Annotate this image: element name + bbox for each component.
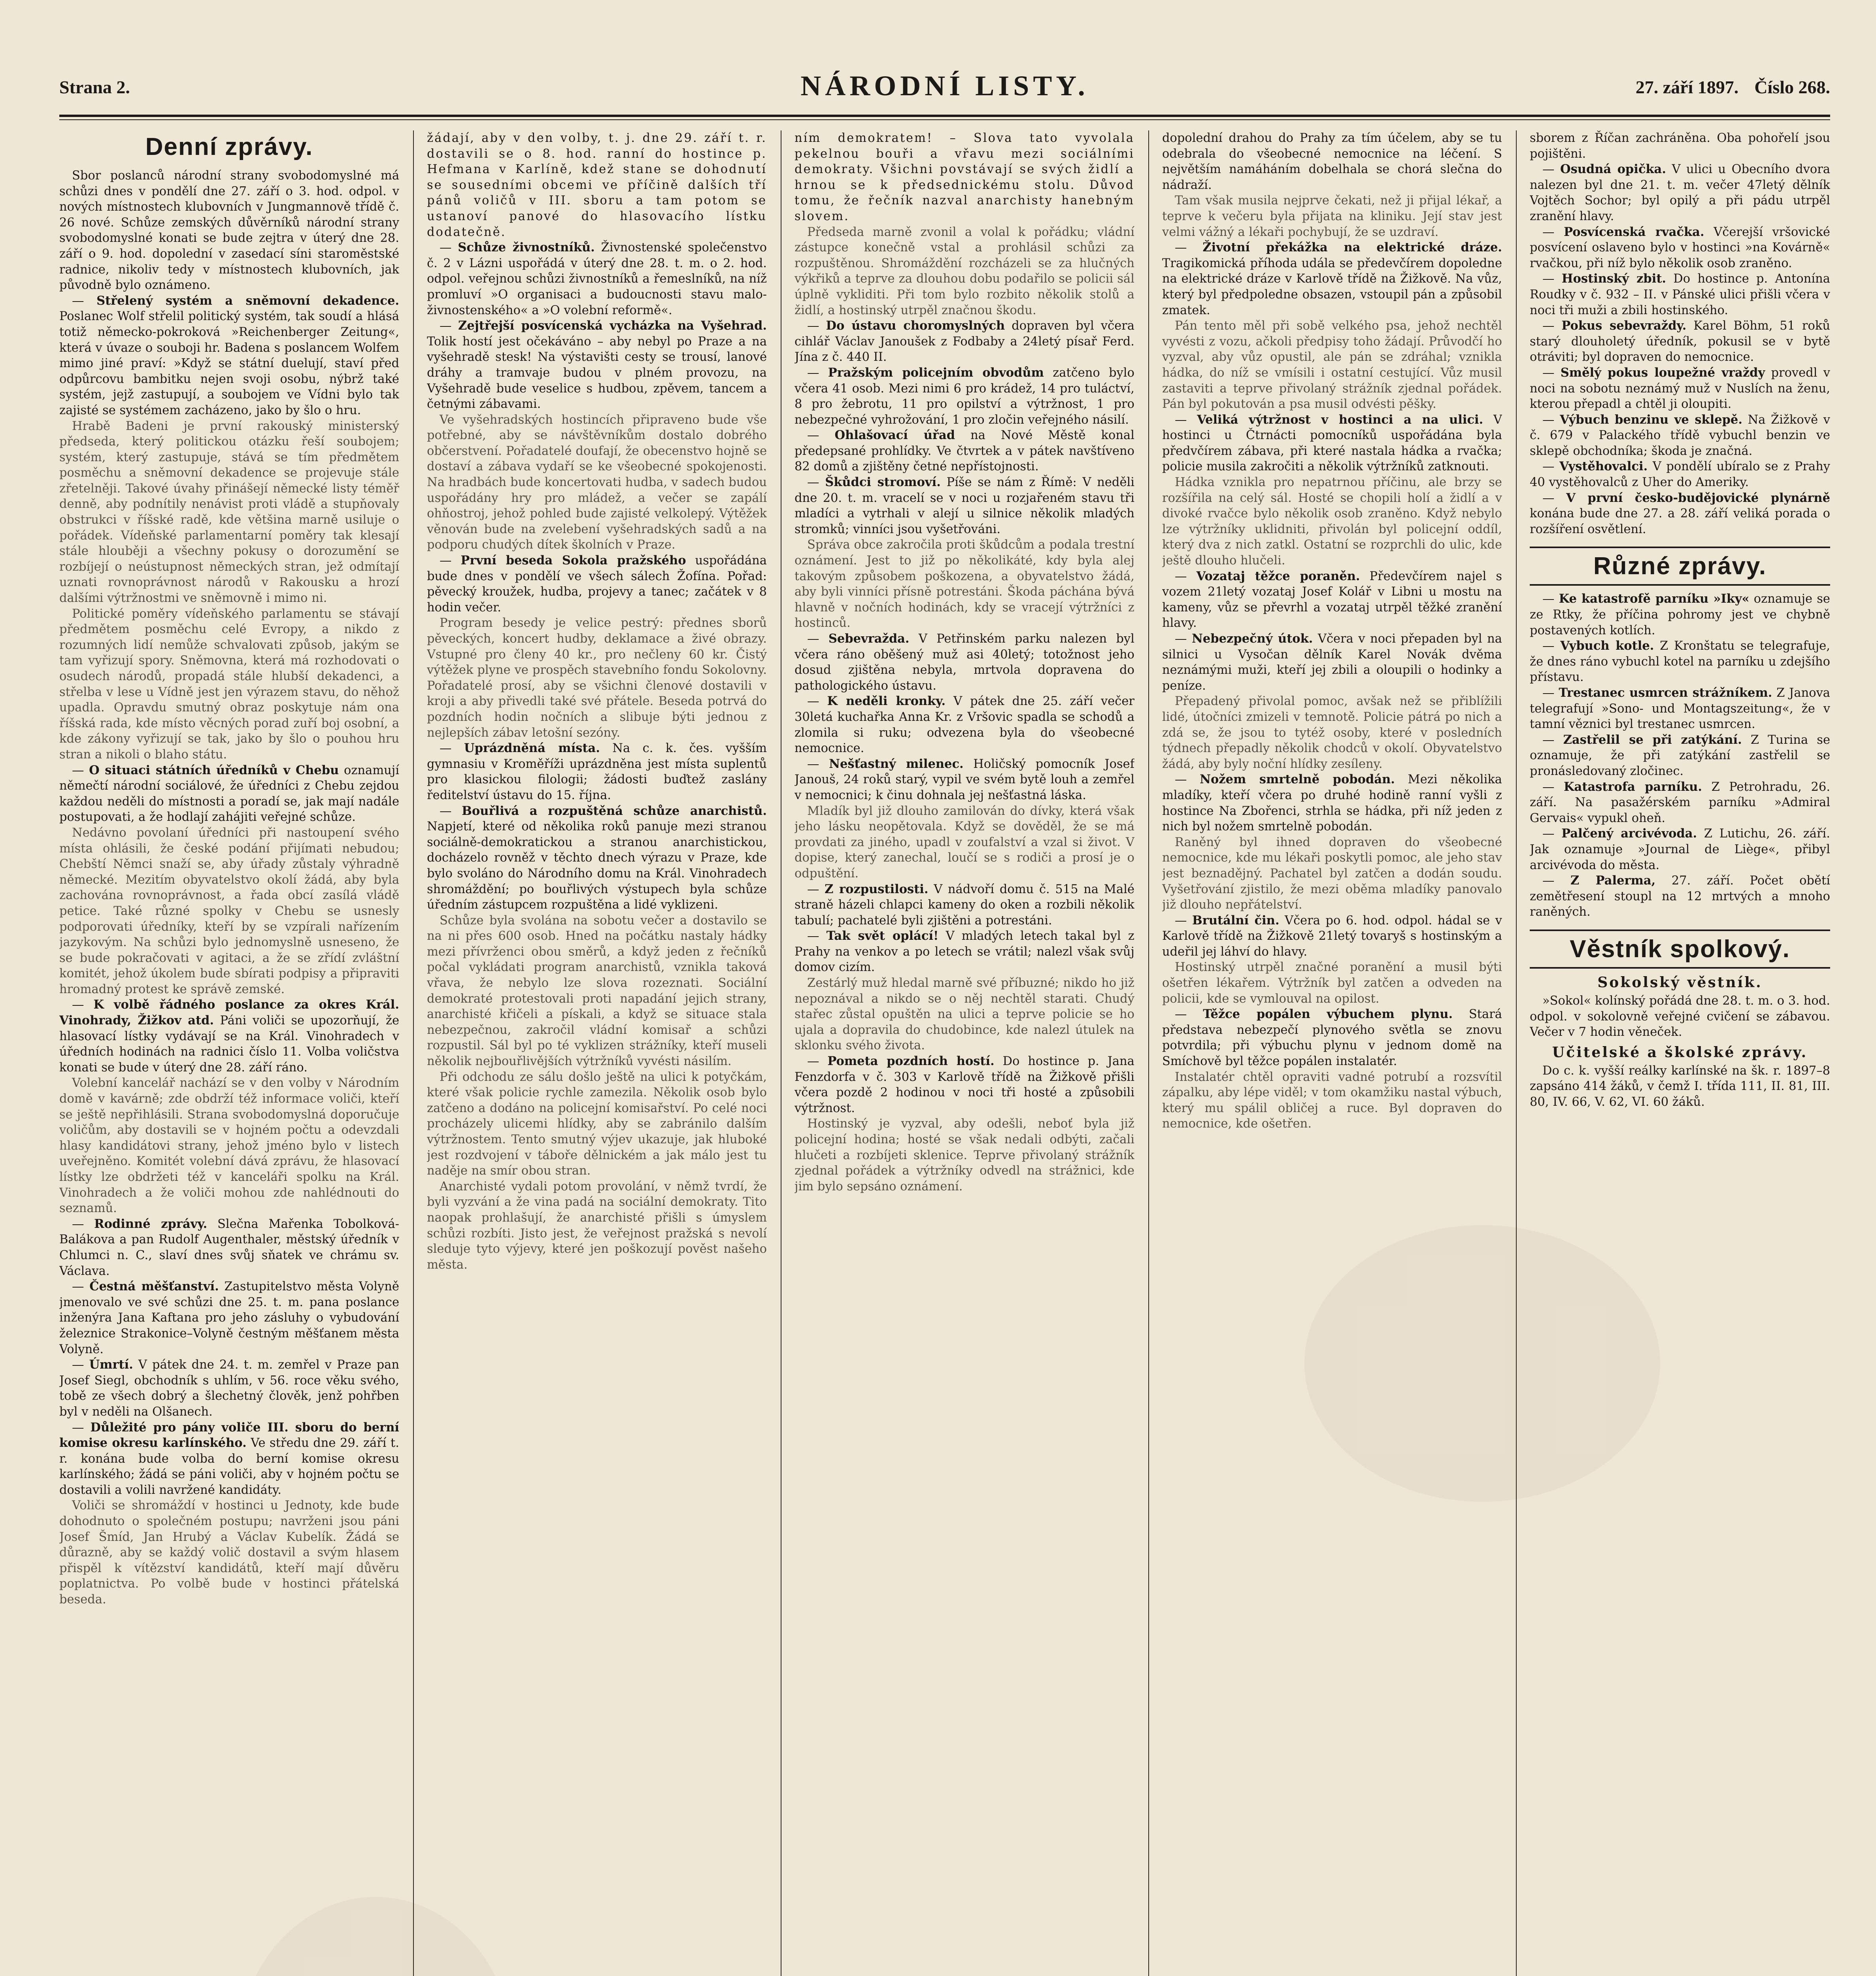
column-separator (1516, 130, 1517, 1976)
article: — Střelený systém a sněmovní dekadence. Poslanec Wolf střelil politický systém, tak soudí a hlásá totiž německo-pokroková »Reichenberger Zeitung«, která v úvaze o souboji hr. Badena s poslancem Wolfem mimo jiné praví: »Když se státní duelují, staví před odpůrcovu bambitku nejen svoji osobu, nýbrž také systém, jejž zastupují, a soubojem ve Vídni bylo tak zajisté se systémem zacházeno, jako by šlo o hru. (59, 293, 399, 417)
newspaper-title: NÁRODNÍ LISTY. (800, 70, 1089, 102)
article: — Z rozpustilosti. V nádvoří domu č. 515 na Malé straně házeli chlapci kameny do oken a rozbili několik tabulí; pachatelé byli zjištěni a potrestáni. (795, 882, 1134, 928)
article-title: O situaci státních úředníků v Chebu (89, 763, 339, 777)
article-title: Rodinné zprávy. (94, 1216, 208, 1231)
article-title: Schůze živnostníků. (458, 240, 595, 255)
article: »Sokol« kolínský pořádá dne 28. t. m. o 3. hod. odpol. v sokolovně veřejné cvičení se zábavou. Večer v 7 hodin věneček. (1530, 994, 1830, 1039)
article-title: Do ústavu choromyslných (826, 319, 1005, 333)
article-title: Zastřelil se při zatýkání. (1563, 732, 1742, 747)
article-title: Zejtřejší posvícenská vycházka na Vyšehrad. (458, 319, 767, 333)
article: — První beseda Sokola pražského uspořádána bude dnes v pondělí ve všech sálech Žofína. Pořad: pěvecký kroužek, hudba, projevy a tanec; začátek v 8 hodin večer. (427, 553, 767, 615)
article-title: K volbě řádného poslance za okres Král. Vinohrady, Žižkov atd. (59, 997, 399, 1028)
article-title: V první česko-budějovické plynárně (1566, 490, 1830, 505)
masthead-rule (59, 115, 1830, 117)
article-continuation: Tam však musila nejprve čekati, než ji přijal lékař, a teprve k večeru byla přijata na kliniku. Její stav jest velmi vážný a lékaři pochybují, že se uzdraví. (1162, 194, 1502, 239)
column-5 (1530, 130, 1830, 1976)
article-continuation: Voliči se shromáždí v hostinci u Jednoty, kde bude dohodnuto o společném postupu; navrženi jsou páni Josef Šmíd, Jan Hrubý a Václav Kubelík. Žádá se důrazně, aby se každý volič dostavil a svým hlasem přispěl k vítězství kandidátů, kteří mají důvěru poplatnictva. Po volbě bude v hostinci přátelská beseda. (59, 1499, 399, 1607)
article: — Pražským policejním obvodům zatčeno bylo včera 41 osob. Mezi nimi 6 pro krádež, 14 pro tuláctví, 8 pro žebrotu, 11 pro opilství a výtržnost, 1 pro nebezpečné vyhrožování, 1 pro zločin veřejného násilí. (795, 365, 1134, 427)
article: — Těžce popálen výbuchem plynu. Stará představa nebezpečí plynového světla se znovu potvrdila; při výbuchu plynu v jednom domě na Smíchově byl těžce popálen instalatér. (1162, 1007, 1502, 1069)
article: — Sebevražda. V Petřinském parku nalezen byl včera ráno oběšený muž asi 40letý; totožnost jeho dosud zjištěna nebyla, mrtvola dopravena do pathologického ústavu. (795, 632, 1134, 693)
article: — Nebezpečný útok. Včera v noci přepaden byl na silnici u Vysočan dělník Karel Novák dvěma neznámými muži, kteří jej zbili a oloupili o hodinky a peníze. (1162, 632, 1502, 693)
issue-date: 27. září 1897. (1635, 77, 1739, 97)
article-continuation: Zestárlý muž hledal marně své příbuzné; nikdo ho již nepoznával a nikdo se o něj nechtěl starati. Chudý stařec zůstal opuštěn na ulici a teprve policie se ho ujala a dopravila do chudobince, kde nalezl útulek na sklonku svého života. (795, 976, 1134, 1053)
article: — Životní překážka na elektrické dráze. Tragikomická příhoda udála se předevčírem dopoledne na elektrické dráze v Karlově třídě na Žižkově. Na vůz, který byl předpoledne obsazen, vstoupil pán a způsobil zmatek. (1162, 240, 1502, 317)
article-continuation: Při odchodu ze sálu došlo ještě na ulici k potyčkám, které však policie rychle zamezila. Několik osob bylo zatčeno a dodáno na policejní komisařství. Po celé noci procházely ulicemi hlídky, aby se zabránilo dalším výtržnostem. Tento smutný výjev ukazuje, jak hluboké jest rozdvojení v táboře dělnickém a jak málo jest tu naděje na smír obou stran. (427, 1070, 767, 1178)
article: — Hostinský zbit. Do hostince p. Antonína Roudky v č. 932 – II. v Pánské ulici přišli včera v noci tři muži a zbili hostinského. (1530, 272, 1830, 317)
article: — Ke katastrofě parníku »Iky« oznamuje se ze Rtky, že příčina pohromy jest ve chybně postavených kotlích. (1530, 592, 1830, 637)
article-title: Vystěhovalci. (1559, 459, 1648, 474)
article: — O situaci státních úředníků v Chebu oznamují němečtí národní sociálové, že úředníci z Chebu zejdou každou neděli do místnosti a poradí se, jak mají nadále postupovati, a že hodlají zahájiti veřejné schůze. (59, 763, 399, 824)
article-title: Tak svět oplácí! (826, 929, 939, 943)
article-title: K neděli kronky. (827, 694, 946, 709)
article-title: Katastrofa parníku. (1564, 779, 1702, 794)
article: — Uprázdněná místa. Na c. k. čes. vyšším gymnasiu v Kroměříži uprázdněna jest místa suplentů pro klasickou filologii; žádosti buďtež zaslány ředitelství ústavu do 15. října. (427, 741, 767, 802)
article-continuation: Mladík byl již dlouho zamilován do dívky, která však jeho lásku neopětovala. Když se dověděl, že se má provdati za jiného, upadl v zoufalství a vzal si život. V dopise, který zanechal, loučí se s rodiči a prosí je o odpuštění. (795, 804, 1134, 881)
article: — Smělý pokus loupežné vraždy provedl v noci na sobotu neznámý muž v Nuslích na ženu, kterou přepadl a chtěl ji oloupiti. (1530, 365, 1830, 411)
article-title: Vozataj těžce poraněn. (1196, 569, 1360, 583)
article-title: Z Palerma, (1570, 873, 1656, 888)
article-title: Smělý pokus loupežné vraždy (1560, 365, 1765, 380)
article: — Brutální čin. Včera po 6. hod. odpol. hádal se v Karlově třídě na Žižkově 21letý tovaryš s hostinským a udeřil jej láhví do hlavy. (1162, 913, 1502, 959)
article: — Rodinné zprávy. Slečna Mařenka Tobolková-Balákova a pan Rudolf Augenthaler, městský úředník v Chlumci n. C., slaví dnes svůj sňatek ve chrámu sv. Václava. (59, 1216, 399, 1278)
article-title: Nešťastný milenec. (829, 756, 964, 771)
article-title: Důležité pro pány voliče III. sboru do berní komise okresu karlínského. (59, 1420, 399, 1450)
article-continuation: Hostinský je vyzval, aby odešli, neboť byla již policejní hodina; hosté se však nedali odbýti, začali hlučeti a rozbíjeti sklenice. Teprve přivolaný strážník zjednal pořádek a výtržníky odvedl na strážnici, kde jim bylo sepsáno oznámení. (795, 1117, 1134, 1194)
column-3 (795, 130, 1134, 1976)
article: — Čestná měšťanství. Zastupitelstvo města Volyně jmenovalo ve své schůzi dne 25. t. m. pana poslance inženýra Jana Kaftana pro jeho zásluhy o vybudování železnice Strakonice–Volyně čestným měšťanem města Volyně. (59, 1279, 399, 1356)
section-title-ruzne-zpravy: Různé zprávy. (1530, 547, 1830, 586)
article-continuation: Program besedy je velice pestrý: přednes sborů pěveckých, koncert hudby, deklamace a živé obrazy. Vstupné pro členy 40 kr., pro nečleny 60 kr. Čistý výtěžek plyne ve prospěch stavebního fondu Sokolovny. Pořadatelé prosí, aby se všichni členové dostavili v kroji a aby přivedli také své přátele. Beseda potrvá do pozdních hodin nočních a slibuje býti jednou z nejlepších zábav letošní sezóny. (427, 616, 767, 740)
article-title: Bouřlivá a rozpuštěná schůze anarchistů. (462, 803, 767, 818)
article-title: Brutální čin. (1192, 913, 1280, 928)
page-label: Strana 2. (59, 77, 130, 97)
article-title: Střelený systém a sněmovní dekadence. (96, 293, 399, 308)
article-title: Nožem smrtelně pobodán. (1200, 772, 1395, 787)
article: — Schůze živnostníků. Živnostenské společenstvo č. 2 v Lázni uspořádá v úterý dne 28. t. m. o 2. hod. odpol. veřejnou schůzi živnostníků a řemeslníků, na níž promluví »O organisaci a budoucnosti stavu malo-živnostenského« a »O volební reformě«. (427, 240, 767, 317)
article-title: Palčený arcivévoda. (1561, 826, 1697, 841)
article-title: Osudná opička. (1560, 162, 1666, 177)
article: — Pokus sebevraždy. Karel Böhm, 51 roků starý dlouholetý úředník, pokusil se v bytě otráviti; byl dopraven do nemocnice. (1530, 319, 1830, 364)
article: — Nožem smrtelně pobodán. Mezi několika mladíky, kteří včera po druhé hodině ranní vyšli z hostince Na Zbořenci, strhla se hádka, při níž jeden z nich byl nožem smrtelně pobodán. (1162, 772, 1502, 834)
article-title: Ohlašovací úřad (834, 428, 955, 443)
article: — Tak svět oplácí! V mladých letech takal byl z Prahy na venkov a po letech se vrátil; nalezl však svůj domov cizím. (795, 929, 1134, 975)
article-title: Výbuch benzinu ve sklepě. (1560, 412, 1742, 427)
article: — Osudná opička. V ulici u Obecního dvora nalezen byl dne 21. t. m. večer 47letý dělník Vojtěch Sochor; byl opilý a při pádu utrpěl zranění hlavy. (1530, 162, 1830, 223)
article: ním demokratem! – Slova tato vyvolala pekelnou bouři a vřavu mezi sociálními demokraty. Všichni povstávají se svých židlí a hrnou se k předsednickému stolu. Důvod tomu, že řečník nazval anarchisty hanebným slovem. (795, 131, 1134, 223)
column-4 (1162, 130, 1502, 1976)
article-continuation: Hrabě Badeni je první rakouský ministerský předseda, který politickou otázku řeší soubojem; systém, který zastupuje, stává se tím předmětem posměchu a sněmovní dekadence se projevuje stále zřetelněji. Takové úvahy přinášejí německé listy téměř denně, aby podnítily nenávist proti vládě a stupňovaly obstrukci v říšské radě, kde většina marně usiluje o pořádek. Vídeňské parlamentarní poměry tak klesají stále hlouběji a všechny pokusy o dorozumění se rozbíjejí o neústupnost německých stran, jež odmítají uznati rovnoprávnost národů v Rakousku a hrozí dalšími výtržnostmi ve sněmovně i mimo ni. (59, 419, 399, 605)
article: — K neděli kronky. V pátek dne 25. září večer 30letá kuchařka Anna Kr. z Vršovic spadla se schodů a zlomila si ruku; odvezena byla do všeobecné nemocnice. (795, 694, 1134, 756)
article-title: První beseda Sokola pražského (461, 553, 686, 568)
column-2 (427, 130, 767, 1976)
article-title: Škůdci stromoví. (825, 475, 941, 490)
article-continuation: Ve vyšehradských hostincích připraveno bude vše potřebné, aby se návštěvníkům dostalo dobrého občerstvení. Pořadatelé doufají, že obecenstvo hojně se dostaví a zábava vydaří se ke všeobecné spokojenosti. Na hradbách bude koncertovati hudba, v sadech budou uspořádány hry pro mládež, a večer se zapálí ohňostroj, jehož pohled bude zajisté velkolepý. Výtěžek věnován bude na zvelebení vyšehradských sadů a na podporu chudých dítek školních v Praze. (427, 413, 767, 552)
article-title: Těžce popálen výbuchem plynu. (1203, 1007, 1453, 1022)
article: — Pometa pozdních hostí. Do hostince p. Jana Fenzdorfa v č. 303 v Karlově třídě na Žižkově přišli včera pozdě 2 hodinou v noci tři hosté a způsobili výtržnost. (795, 1054, 1134, 1115)
article: — Do ústavu choromyslných dopraven byl včera cihlář Václav Janoušek z Fodbaby a 24letý písař Ferd. Jína z č. 440 II. (795, 319, 1134, 364)
article-continuation: Raněný byl ihned dopraven do všeobecné nemocnice, kde mu lékaři poskytli pomoc, ale jeho stav jest beznadějný. Pachatel byl zatčen a dodán soudu. Vyšetřování zjistilo, že mezi oběma mladíky panovalo již dlouho nepřátelství. (1162, 835, 1502, 912)
article: — K volbě řádného poslance za okres Král. Vinohrady, Žižkov atd. Páni voliči se upozorňují, že hlasovací lístky vydávají se na Král. Vinohradech v úředních hodinách na radnici číslo 11. Volba voličstva konati se bude v úterý dne 28. září ráno. (59, 997, 399, 1075)
article: — Vystěhovalci. V pondělí ubíralo se z Prahy 40 vystěhovalců z Uher do Ameriky. (1530, 459, 1830, 490)
masthead (59, 67, 1830, 111)
article-title: Sebevražda. (828, 632, 910, 646)
article: — Vozataj těžce poraněn. Předevčírem najel s vozem 21letý vozataj Josef Kolář v Libni u mostu na kameny, vůz se převrhl a vozataj utrpěl těžké zranění hlavy. (1162, 569, 1502, 630)
article-title: Pražským policejním obvodům (828, 365, 1044, 380)
article-title: Životní překážka na elektrické dráze. (1202, 240, 1502, 255)
article-continuation: Hostinský utrpěl značné poranění a musil býti ošetřen lékařem. Výtržník byl zatčen a odveden na policii, kde se vymlouval na opilost. (1162, 960, 1502, 1006)
article: — Úmrtí. V pátek dne 24. t. m. zemřel v Praze pan Josef Siegl, obchodník s uhlím, v 56. roce věku svého, tobě ze všech dobrý a šlechetný člověk, jenž pohřben byl v neděli na Olšanech. (59, 1358, 399, 1419)
article-continuation: Politické poměry vídeňského parlamentu se stávají předmětem posměchu celé Evropy, a nikdo z rozumných lidí nemůže schvalovati způsob, jakým se tam vyřizují spory. Sněmovna, která má rozhodovati o osudech národů, propadá stále hlubší dekadenci, a střelba v lese u Vídně jest jen výrazem stavu, do něhož upadla. Opravdu smutný obraz poskytuje nám ona říšská rada, kde místo věcných porad zuří boj osobní, a kde zákony vyřizují se tak, jako by šlo o pouhou hru stran a nikoli o blaho státu. (59, 607, 399, 762)
article: Sbor poslanců národní strany svobodomyslné má schůzi dnes v pondělí dne 27. září o 3. hod. odpol. v nových místnostech klubovních v Jungmannově třídě č. 26 nové. Schůze zemských důvěrníků národní strany svobodomyslné konati se bude zejtra v úterý dne 28. září o 9. hod. dopolední v zasedací síni staroměstské radnice, nikoliv tedy v místnostech klubovních, jak původně bylo oznámeno. (59, 169, 399, 292)
article-continuation: Hádka vznikla pro nepatrnou příčinu, ale brzy se rozšířila na celý sál. Hosté se chopili holí a židlí a v divoké rvačce bylo několik osob zraněno. Když nebylo lze výtržníky uklidniti, přivolán byl policejní oddíl, který dva z nich zatkl. Ostatní se rozprchli do ulic, kde ještě dlouho hlučeli. (1162, 475, 1502, 568)
column-separator (413, 130, 414, 1976)
article-title: Čestná měšťanství. (89, 1279, 219, 1294)
article-continuation: Přepadený přivolal pomoc, avšak než se přiblížili lidé, útočníci zmizeli v temnotě. Policie pátrá po nich a zdá se, že jsou to tytéž osoby, které v posledních týdnech přepadly několik chodců v okolí. Obyvatelstvo žádá, aby byly noční hlídky zesíleny. (1162, 694, 1502, 771)
article-title: Posvícenská rvačka. (1564, 224, 1704, 239)
issue-number: Číslo 268. (1754, 77, 1830, 97)
article-title: Nebezpečný útok. (1192, 632, 1313, 646)
subsection-title: Učitelské a školské zprávy. (1552, 1044, 1808, 1061)
article-continuation: Pán tento měl při sobě velkého psa, jehož nechtěl vyvésti z vozu, ačkoli předpisy toho žádají. Průvodčí ho vyzval, aby vůz opustil, ale pán se zdráhal; vznikla hádka, do níž se vmísili i ostatní cestující. Vůz musil zastaviti a teprve přivolaný strážník zjednal pořádek. Pán byl pokutován a psa musil odvésti pěšky. (1162, 319, 1502, 411)
article-title: Pokus sebevraždy. (1561, 319, 1687, 333)
article: — Nešťastný milenec. Holičský pomocník Josef Janouš, 24 roků starý, vypil ve svém bytě louh a zemřel v nemocnici; k činu dohnala jej nešťastná láska. (795, 756, 1134, 802)
newspaper-page (59, 67, 1830, 1976)
column-separator (1148, 130, 1149, 1976)
article: — Důležité pro pány voliče III. sboru do berní komise okresu karlínského. Ve středu dne 29. září t. r. konána bude volba do berní komise okresu karlínského; žádá se páni voliči, aby v hojném počtu se dostavili a volili navržené kandidáty. (59, 1420, 399, 1497)
article-title: Veliká výtržnost v hostinci a na ulici. (1197, 412, 1483, 427)
article-continuation: Instalatér chtěl opraviti vadné potrubí a rozsvítil zápalku, aby lépe viděl; v tom okamžiku nastal výbuch, který mu spálil obličej a ruce. Byl dopraven do nemocnice, kde ošetřen. (1162, 1070, 1502, 1131)
article-continuation: Předseda marně zvonil a volal k pořádku; vládní zástupce konečně vstal a prohlásil schůzi za rozpuštěnou. Shromáždění rozcházeli se za hlučných výkřiků a teprve za dlouhou dobu podařilo se policii sál úplně vykliditi. Při tom bylo rozbito několik stolů a židlí, a hostinský utrpěl značnou škodu. (795, 225, 1134, 317)
masthead-rule-thin (59, 119, 1830, 120)
article: — Ohlašovací úřad na Nové Městě konal předepsané prohlídky. Ve čtvrtek a v pátek navštíveno 82 domů a zjištěny četné nepřístojnosti. (795, 428, 1134, 474)
article-title: Úmrtí. (89, 1358, 133, 1372)
subsection-title: Sokolský věstník. (1597, 974, 1763, 991)
section-title-vestnik-spolkovy: Věstník spolkový. (1530, 930, 1830, 969)
article-title: Uprázdněná místa. (464, 741, 600, 756)
article: — V první česko-budějovické plynárně konána bude dne 27. a 28. září veliká porada o rozšíření osvětlení. (1530, 490, 1830, 536)
issue-info (1620, 77, 1830, 98)
article: — Vybuch kotle. Z Kronštatu se telegrafuje, že dnes ráno vybuchl kotel na parníku u zdejšího přístavu. (1530, 639, 1830, 684)
article: — Trestanec usmrcen strážníkem. Z Janova telegrafují »Sono- und Montagszeitung«, že v tamní věznici byl trestanec usmrcen. (1530, 686, 1830, 732)
article: — Škůdci stromoví. Píše se nám z Římě: V neděli dne 20. t. m. vracelí se v noci u rozjařeném stavu tři mladíci a vytrhali v alejí u silnice několik mladých stromků; vinníci jsou vyšetřováni. (795, 475, 1134, 536)
article: — Veliká výtržnost v hostinci a na ulici. V hostinci u Čtrnácti pomocníků uspořádána byla předvčírem zábava, při které nastala hádka a rvačka; policie musila zakročiti a několik výtržníků zatknouti. (1162, 412, 1502, 474)
article: — Zejtřejší posvícenská vycházka na Vyšehrad. Tolik hostí jest očekáváno – aby nebyl po Praze a na vyšehradě stesk! Na výstavišti cesty se trousí, lanové dráhy a tramvaje budou v plném provozu, na Vyšehradě bude veselice s hudbou, zpěvem, tancem a četnými zábavami. (427, 319, 767, 411)
article-title: Trestanec usmrcen strážníkem. (1559, 686, 1772, 700)
article-title: Hostinský zbit. (1561, 272, 1667, 286)
article: — Posvícenská rvačka. Včerejší vršovické posvícení oslaveno bylo v hostinci »na Kovárně« rvačkou, při níž bylo několik osob zraněno. (1530, 224, 1830, 270)
section-title-denni-zpravy: Denní zprávy. (145, 133, 313, 160)
article-continuation: Nedávno povolaní úředníci při nastoupení svého místa ohlásili, že české podání přijímati nebudou; Chebští Němci snaží se, aby úřady zůstaly výhradně německé. Mezitím obyvatelstvo okolí žádá, aby byla zachována rovnoprávnost, a řada obcí zasílá vládě petice. Také různé spolky v Chebu se usnesly podporovati úředníky, kteří by se vzpírali nařízením jazykovým. Na schůzi bylo jednomyslně usneseno, že se bude pokračovati v agitaci, a že se zřídí zvláštní komitét, jehož úkolem bude sbírati podpisy a připraviti hromadný protest ke správě zemské. (59, 826, 399, 996)
article: sborem z Říčan zachráněna. Oba pohořelí jsou pojištěni. (1530, 131, 1830, 161)
article: — Palčený arcivévoda. Z Lutichu, 26. září. Jak oznamuje »Journal de Liège«, přibyl arcivévoda do města. (1530, 826, 1830, 872)
article-continuation: Volební kancelář nachází se v den volby v Národním domě v kavárně; zde obdrží též informace voliči, kteří se ještě nepřihlásili. Strana svobodomyslná doporučuje voličům, aby dostavili se v hojném počtu a odevzdali hlasy kandidátovi strany, jehož jméno bylo v listech uveřejněno. Komitét volební dává zprávu, že hlasovací lístky lze obdržeti též v kanceláři spolku na Král. Vinohradech a že voliči mohou zde nahlédnouti do seznamů. (59, 1076, 399, 1216)
article: — Katastrofa parníku. Z Petrohradu, 26. září. Na pasažérském parníku »Admiral Gervais« vypukl oheň. (1530, 779, 1830, 825)
article-continuation: Anarchisté vydali potom provolání, v němž tvrdí, že byli vyzvání a že vina padá na sociální demokraty. Tito naopak prohlašují, že anarchisté přišli s úmyslem schůzi rozbíti. Jisto jest, že veřejnost pražská s nevolí sleduje tyto výjevy, které jen poškozují pověst našeho města. (427, 1179, 767, 1272)
article-title: Ke katastrofě parníku »Iky« (1559, 592, 1750, 606)
article-continuation: Správa obce zakročila proti škůdcům a podala trestní oznámení. Jest to již po několikáté, kdy byla alej takovým způsobem poškozena, a obyvatelstvo žádá, aby byli vinníci přísně potrestáni. Škoda páchána bývá hlavně v nočních hodinách, kdy se vracejí výtržníci z hostinců. (795, 538, 1134, 630)
article-continuation: Schůze byla svolána na sobotu večer a dostavilo se na ni přes 600 osob. Hned na počátku nastaly hádky mezi přívrženci obou směrů, a když jeden z řečníků počal vykládati program anarchistů, vznikla taková vřava, že nebylo lze slova rozeznati. Sociální demokraté protestovali proti napadání jejich strany, anarchisté křičeli a pískali, a když se situace stala nebezpečnou, zakročil vládní komisař a schůzi rozpustil. Sál byl po té vyklizen strážníky, kteří museli několik nejbouřlivějších výtržníků vyvésti násilím. (427, 913, 767, 1069)
article: dopolední drahou do Prahy za tím účelem, aby se tu odebrala do všeobecné nemocnice na léčení. S největším namáháním dobelhala se chorá slečna do nádraží. (1162, 131, 1502, 192)
article: — Výbuch benzinu ve sklepě. Na Žižkově v č. 679 v Palackého třídě vybuchl benzin ve sklepě obchodníka; škoda je značná. (1530, 412, 1830, 458)
column-1 (59, 130, 399, 1976)
article: — Zastřelil se při zatýkání. Z Turina se oznamuje, že při zatýkání zastřelil se pronásledovaný zločinec. (1530, 732, 1830, 778)
article: — Z Palerma, 27. září. Počet obětí zemětřesení stoupl na 12 mrtvých a mnoho raněných. (1530, 873, 1830, 919)
article: — Bouřlivá a rozpuštěná schůze anarchistů. Napjetí, které od několika roků panuje mezi stranou sociálně-demokratickou a stranou anarchistickou, docházelo rovněž v těchto dnech výrazu v Praze, kde bylo svoláno do Národního domu na Král. Vinohradech shromáždění; po bouřlivých výstupech byla schůze úředním zástupcem rozpuštěna a lidé vyklizeni. (427, 803, 767, 912)
article-title: Z rozpustilosti. (825, 882, 929, 896)
article-title: Pometa pozdních hostí. (827, 1054, 995, 1069)
article-title: Vybuch kotle. (1560, 639, 1654, 653)
article: Do c. k. vyšší reálky karlínské na šk. r. 1897–8 zapsáno 414 žáků, v čemž I. třída 111, II. 81, III. 80, IV. 66, V. 62, VI. 60 žáků. (1530, 1063, 1830, 1109)
article: žádají, aby v den volby, t. j. dne 29. září t. r. dostavili se o 8. hod. ranní do hostince p. Hefmana v Karlíně, kdež stane se dohodnutí se sousedními obcemi ve příčině dalších tří pánů voličů v III. sboru a tam potom se ustanoví panové do hlasovacího lístku dodatečně. (427, 131, 767, 239)
